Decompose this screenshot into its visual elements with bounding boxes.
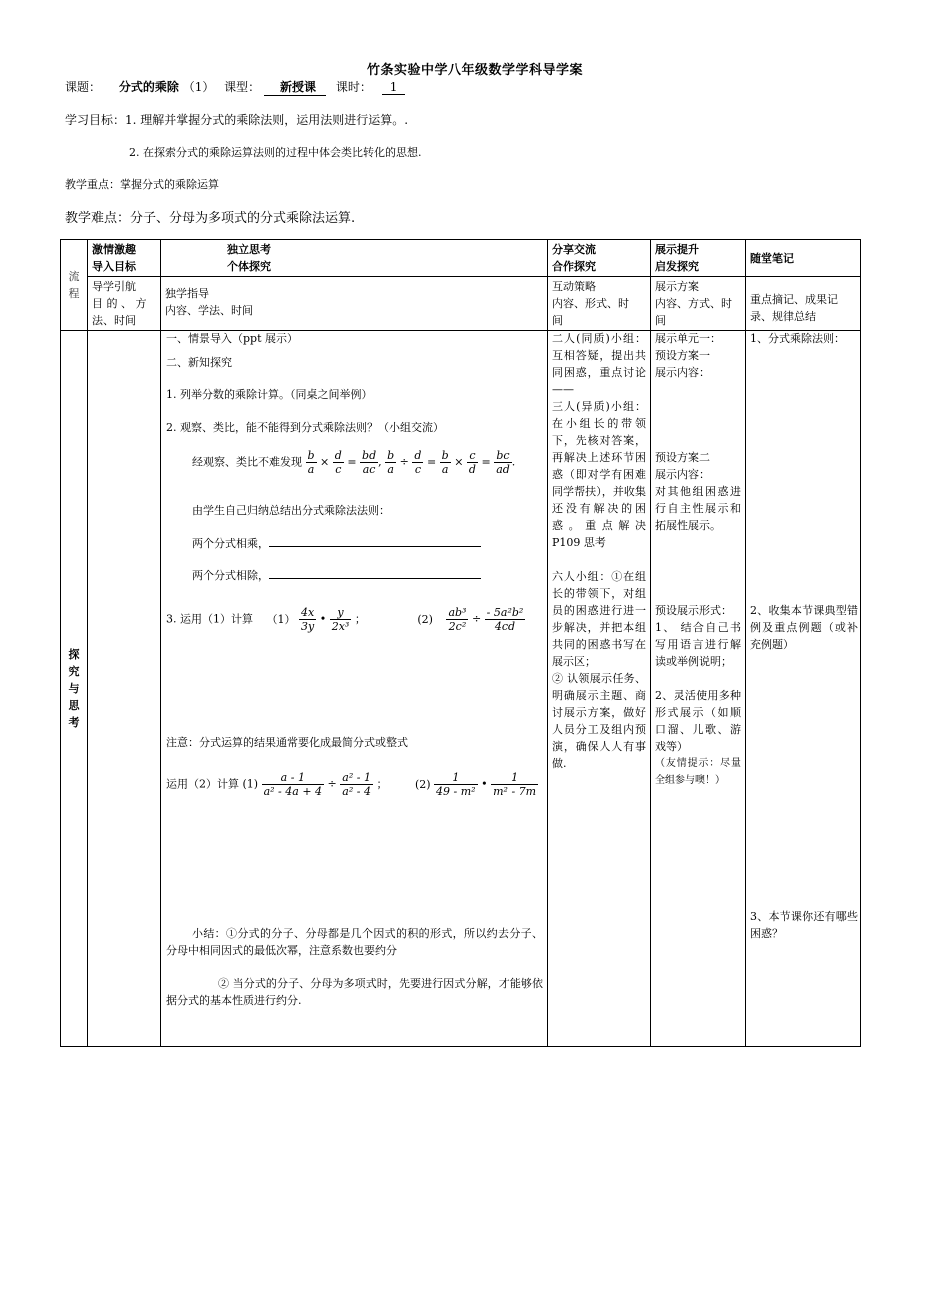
frac-d-c: $\frac{d}{c}$ [334, 449, 342, 476]
page-title: 竹条实验中学八年级数学学科导学案 [366, 63, 583, 78]
apply-2-line: 运用（2）计算 (1) $\frac{a - 1}{\text{a² - 4a + 4}}$ ÷ $\frac{\text{a² - 1}}{\text{a² - 4}}$ ； (2) $\frac{1}{\text{49 - m²}}$ • $\frac{1}{\text{m² - 7m}}$ [166, 771, 537, 798]
frac-5a2b2-4cd: $\frac{\text{- 5a²b²}}{4cd}$ [486, 606, 524, 633]
frac-bd-ac: $\frac{bd}{ac}$ [362, 449, 377, 476]
frac-b-a-3: $\frac{b}{a}$ [441, 449, 449, 476]
plan-1-content: 展示内容： [655, 366, 710, 379]
frac-ab3-2c2: $\frac{\text{ab³}}{\text{2c²}}$ [448, 606, 467, 633]
note-2: 2、收集本节课典型错例及重点例题（或补充例题） [750, 604, 858, 651]
frac-y-2x3: $\frac{y}{\text{2x³}}$ [331, 606, 350, 633]
lesson-number: （1） [182, 80, 215, 94]
summary-2: ② 当分式的分子、分母为多项式时，先要进行因式分解，才能够依据分式的基本性质进行约分. [166, 977, 543, 1007]
goal-1: 学习目标：1. 理解并掌握分式的乘除法则，运用法则进行运算。. [65, 113, 409, 127]
header-col2: 独立思考 个体探究 [161, 240, 548, 277]
note-3: 3、本节课你还有哪些困惑？ [750, 910, 858, 940]
frac-a1-a2-4a-4: $\frac{a - 1}{\text{a² - 4a + 4}}$ [263, 771, 323, 798]
header-col4: 展示提升 启发探究 [651, 240, 746, 277]
difficulty: 教学难点：分子、分母为多项式的分式乘除法运算. [65, 211, 356, 226]
plan-2-detail: 对其他组困惑进行自主性展示和拓展性展示。 [655, 485, 741, 532]
frac-4x-3y: $\frac{4x}{3y}$ [301, 606, 315, 633]
lesson-name: 分式的乘除 [118, 80, 179, 94]
multiply-answer-blank[interactable] [269, 536, 481, 547]
frac-1-49-m2: $\frac{1}{\text{49 - m²}}$ [436, 771, 476, 798]
lesson-label: 课题： [65, 80, 102, 94]
divide-answer-blank[interactable] [269, 568, 481, 579]
note-1: 1、分式乘除法则： [750, 332, 845, 345]
intro-line: 一、情景导入（ppt 展示） [166, 332, 298, 345]
multiply-rule-blank: 两个分式相乘， [192, 535, 481, 552]
header-col1: 激情激趣 导入目标 [88, 240, 161, 277]
subheader-col2: 独学指导 内容、学法、时间 [161, 277, 548, 331]
note-line: 注意：分式运算的结果通常要化成最简分式或整式 [166, 736, 408, 749]
stage-label: 探 究 与 思 考 [61, 331, 88, 1047]
summary-1: 小结：①分式的分子、分母都是几个因式的积的形式，所以约去分子、分母中相同因式的最低次幂，注意系数也要约分 [166, 927, 543, 957]
frac-d-c-2: $\frac{d}{c}$ [414, 449, 422, 476]
six-group-text: 六人小组：①在组长的带领下，对组员的困惑进行进一步解决，并把本组共同的困惑书写在展示区； [552, 570, 646, 668]
divide-rule-blank: 两个分式相除， [192, 567, 481, 584]
hours-label: 课时： [335, 80, 372, 94]
cooperation-column [548, 331, 651, 1047]
showcase-unit-1: 展示单元一： [655, 332, 721, 345]
notes-column [746, 331, 861, 1047]
lesson-table [60, 239, 861, 1047]
pair-group-text: 二人(同质)小组：互相答疑，提出共同困惑，重点讨论—— [552, 332, 646, 396]
showcase-form-label: 预设展示形式： [655, 604, 732, 617]
showcase-form-1: 1、 结合自己书写用语言进行解读或举例说明； [655, 621, 741, 668]
trio-group-text: 三人(异质)小组：在小组长的带领下，先核对答案，再解决上述环节困惑（即对学有困难同学帮扶），并收集还没有解决的困惑。重点解决 P109 思考 [552, 400, 646, 549]
frac-a2-1-a2-4: $\frac{\text{a² - 1}}{\text{a² - 4}}$ [342, 771, 371, 798]
frac-bc-ad: $\frac{bc}{ad}$ [496, 449, 510, 476]
step-1-line: 1. 列举分数的乘除计算。（同桌之间举例） [166, 388, 373, 401]
lesson-info-line [65, 78, 405, 96]
frac-b-a: $\frac{b}{a}$ [307, 449, 315, 476]
subheader-col4: 展示方案 内容、方式、时 间 [651, 277, 746, 331]
showcase-form-2: 2、灵活使用多种形式展示（如顺口溜、儿歌、游戏等） [655, 689, 741, 753]
subheader-col1: 导学引航 目 的 、 方 法、时间 [88, 277, 161, 331]
goal-2: 2. 在探索分式的乘除运算法则的过程中体会类比转化的思想. [129, 146, 422, 159]
task-claim-text: ② 认领展示任务、明确展示主题、商讨展示方案，做好人员分工及组内预演，确保人人有事做. [552, 672, 646, 770]
independent-study-column [161, 331, 548, 1047]
frac-c-d: $\frac{c}{d}$ [468, 449, 476, 476]
header-col3: 分享交流 合作探究 [548, 240, 651, 277]
apply-1-line: 3. 运用（1）计算 （1） $\frac{4x}{3y}$ • $\frac{y}{\text{2x³}}$ ； (2) $\frac{\text{ab³}}{\text{2c²}}$ ÷ $\frac{\text{- 5a²b²}}{4cd}$ [166, 606, 524, 633]
key-point: 教学重点：掌握分式的乘除运算 [65, 178, 219, 191]
header-col5: 随堂笔记 [746, 240, 861, 277]
hours-value: 1 [382, 80, 406, 95]
type-label: 课型： [224, 80, 261, 94]
summarize-rule-line: 由学生自己归纳总结出分式乘除法法则： [192, 504, 390, 517]
frac-1-m2-7m: $\frac{1}{\text{m² - 7m}}$ [493, 771, 537, 798]
frac-b-a-2: $\frac{b}{a}$ [387, 449, 395, 476]
plan-2: 预设方案二 [655, 451, 710, 464]
new-knowledge-line: 二、新知探究 [166, 356, 232, 369]
type-value: 新授课 [264, 78, 326, 96]
showcase-column [651, 331, 746, 1047]
analogy-formula: 经观察、类比不难发现 $\frac{b}{a}$ × $\frac{d}{c}$ = $\frac{bd}{ac}$ , $\frac{b}{a}$ ÷ $\frac{d}{c}$ = $\frac{b}{a}$ × $\frac{c}{d}$ = $\frac{bc}{ad}$ . [192, 449, 516, 476]
subheader-col5: 重点摘记、成果记 录、规律总结 [746, 277, 861, 331]
flow-label: 流程 [61, 240, 88, 331]
plan-1: 预设方案一 [655, 349, 710, 362]
plan-2-content: 展示内容： [655, 468, 710, 481]
friendly-tip: （友情提示：尽量全组参与噢！） [655, 758, 741, 786]
step-2-line: 2. 观察、类比，能不能得到分式乘除法则？（小组交流） [166, 421, 444, 434]
subheader-col3: 互动策略 内容、形式、时 间 [548, 277, 651, 331]
guide-column [88, 331, 161, 1047]
